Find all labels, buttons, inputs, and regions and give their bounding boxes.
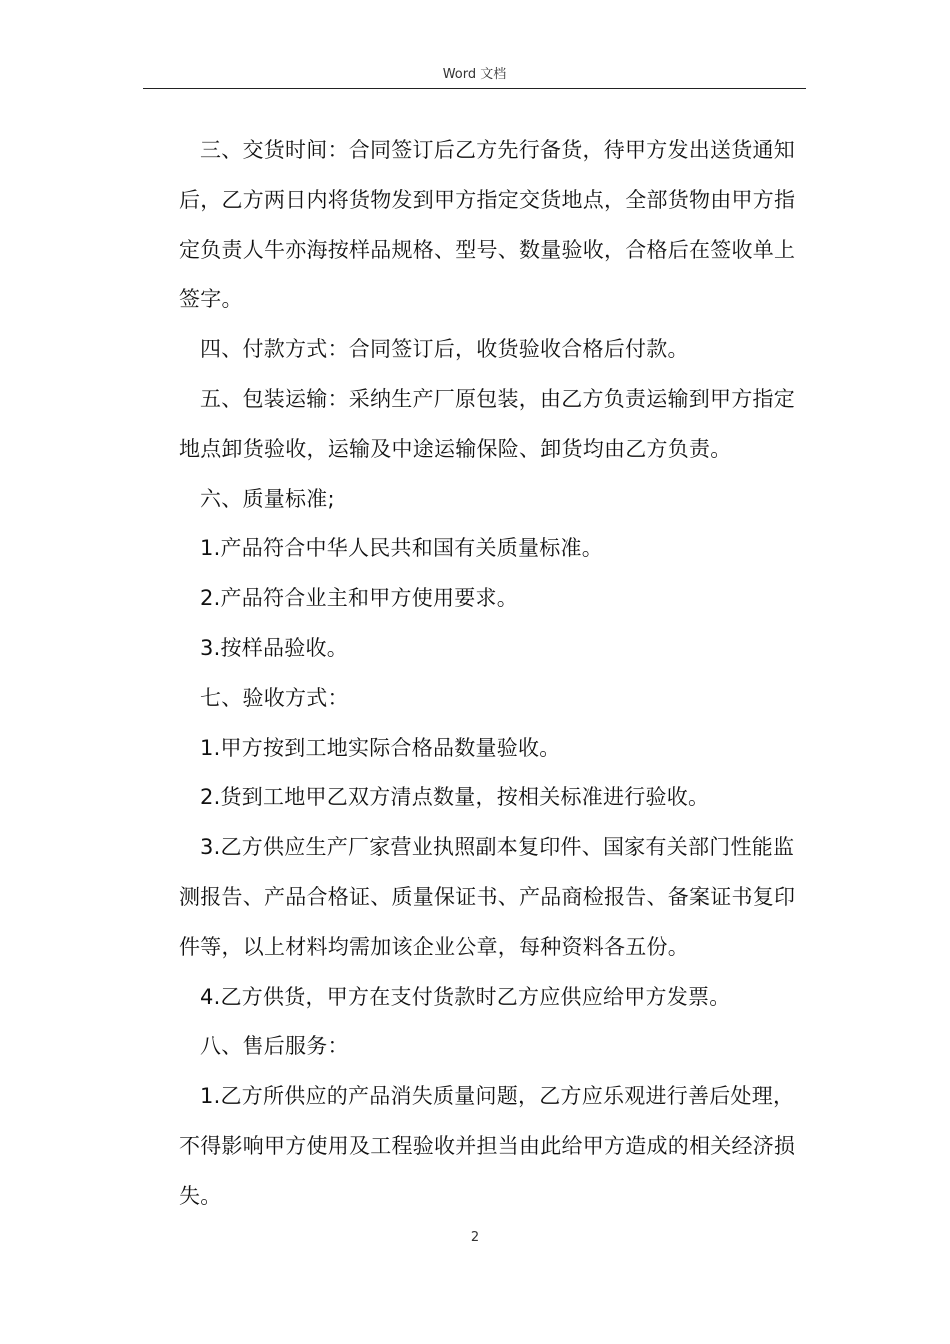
page-header: Word 文档 bbox=[442, 67, 507, 82]
page-number: 2 bbox=[470, 1230, 480, 1245]
paragraph-acceptance-item-4: 4.乙方供货，甲方在支付货款时乙方应供应给甲方发票。 bbox=[200, 984, 731, 1009]
paragraph-acceptance-item-2: 2.货到工地甲乙双方清点数量，按相关标准进行验收。 bbox=[200, 785, 710, 810]
paragraph-delivery-time: 三、交货时间：合同签订后乙方先行备货，待甲方发出送货通知后，乙方两日内将货物发到甲方指定交货地点，全部货物由甲方指定负责人牛亦海按样品规格、型号、数量验收，合格后在签收单上签字。 bbox=[179, 138, 796, 312]
paragraph-acceptance-item-1: 1.甲方按到工地实际合格品数量验收。 bbox=[200, 735, 561, 760]
header-divider bbox=[143, 88, 806, 89]
paragraph-packaging-transport: 五、包装运输：采纳生产厂原包装，由乙方负责运输到甲方指定地点卸货验收，运输及中途运输保险、卸货均由乙方负责。 bbox=[179, 386, 795, 461]
paragraph-quality-item-2: 2.产品符合业主和甲方使用要求。 bbox=[200, 586, 519, 611]
paragraph-acceptance-item-3: 3.乙方供应生产厂家营业执照副本复印件、国家有关部门性能监测报告、产品合格证、质量保证书、产品商检报告、备案证书复印件等，以上材料均需加该企业公章，每种资料各五份。 bbox=[179, 835, 796, 959]
paragraph-quality-item-3: 3.按样品验收。 bbox=[200, 635, 349, 660]
document-body bbox=[179, 126, 807, 1222]
paragraph-quality-standard-heading: 六、质量标准; bbox=[200, 486, 335, 511]
paragraph-after-sales-heading: 八、售后服务： bbox=[200, 1034, 349, 1059]
paragraph-payment-method: 四、付款方式：合同签订后，收货验收合格后付款。 bbox=[200, 337, 689, 362]
paragraph-acceptance-heading: 七、验收方式： bbox=[200, 685, 349, 710]
paragraph-after-sales-item-1: 1.乙方所供应的产品消失质量问题，乙方应乐观进行善后处理，不得影响甲方使用及工程验收并担当由此给甲方造成的相关经济损失。 bbox=[179, 1084, 796, 1208]
paragraph-quality-item-1: 1.产品符合中华人民共和国有关质量标准。 bbox=[200, 536, 604, 561]
